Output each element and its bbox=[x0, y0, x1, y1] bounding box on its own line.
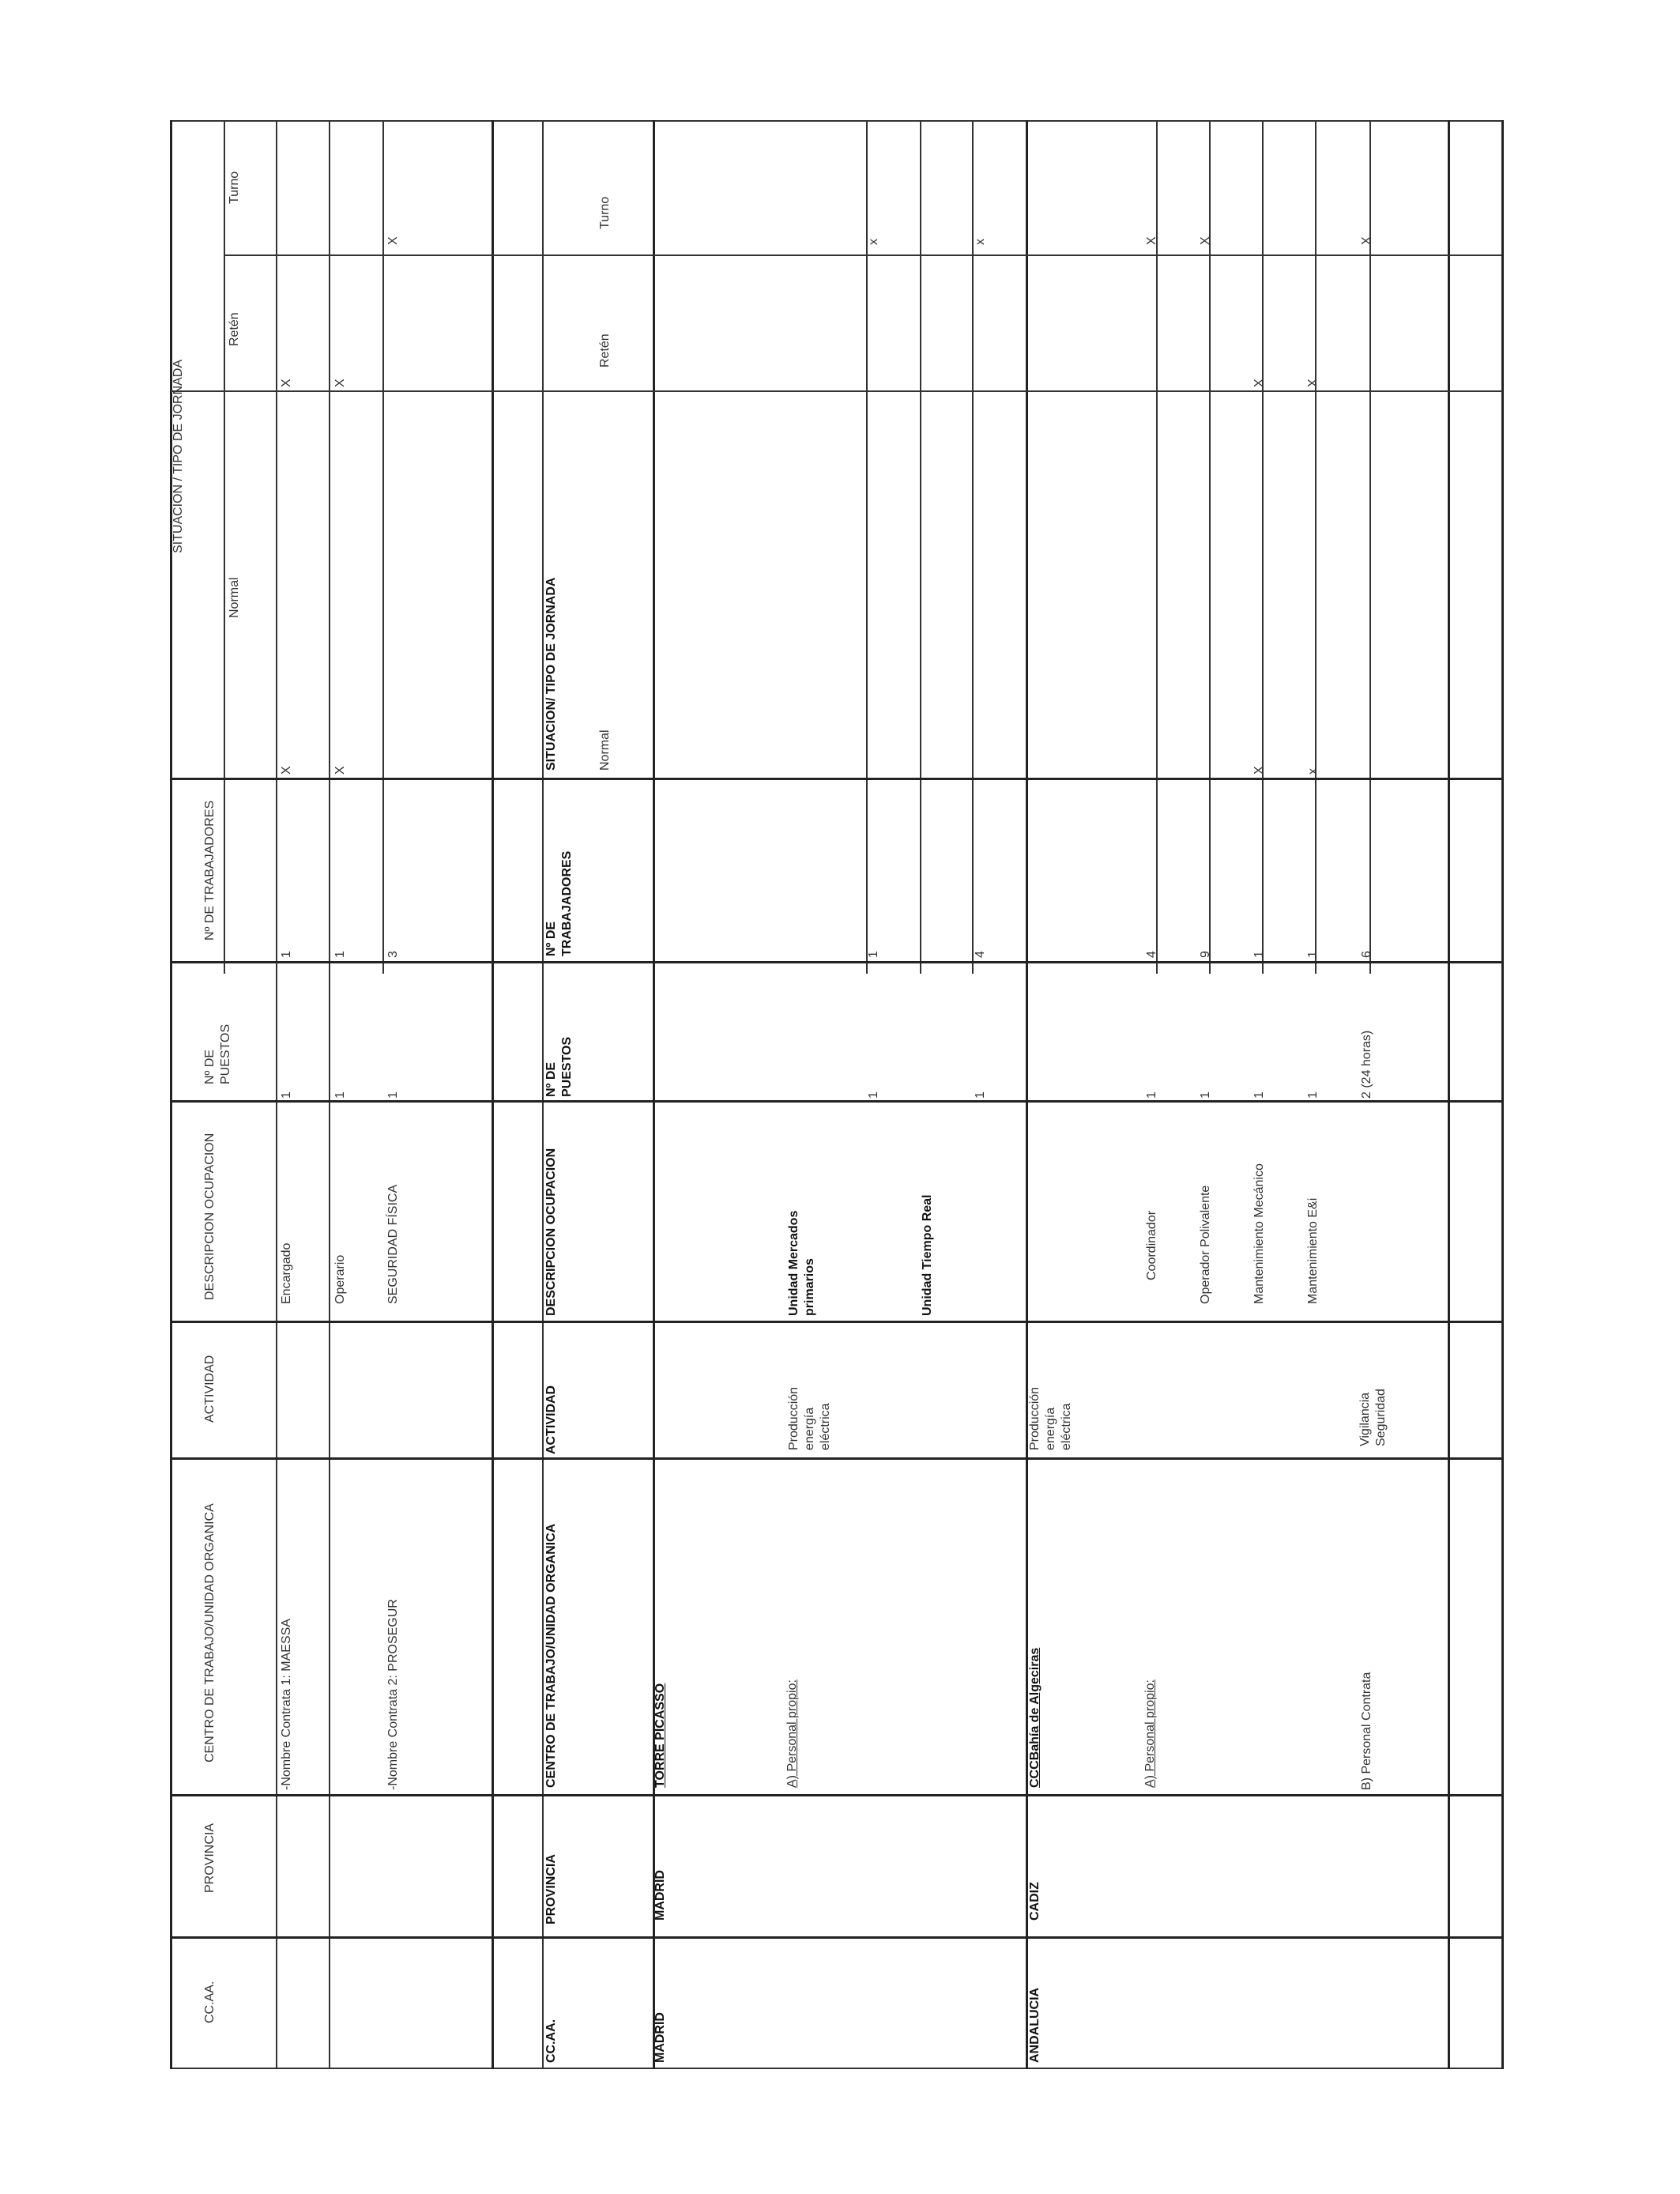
andalucia-row2-puestos: 1 bbox=[1199, 1091, 1212, 1099]
contract-1-normal: X bbox=[280, 766, 293, 775]
andalucia-row3-puestos: 1 bbox=[1252, 1091, 1266, 1099]
andalucia-provincia: CADIZ bbox=[1028, 1882, 1042, 1921]
header-puestos: Nº DE PUESTOS bbox=[203, 1023, 232, 1084]
andalucia-personal-b: B) Personal Contrata bbox=[1360, 1672, 1373, 1790]
header-actividad: ACTIVIDAD bbox=[203, 1355, 217, 1423]
andalucia-row2-trabajadores: 9 bbox=[1199, 951, 1212, 958]
madrid-row1-trabajadores: 1 bbox=[867, 951, 880, 958]
contract-1-centro: -Nombre Contrata 1: MAESSA bbox=[280, 1619, 293, 1790]
andalucia-row4-normal: x bbox=[1306, 768, 1320, 775]
andalucia-row3-descripcion: Mantenimiento Mecánico bbox=[1252, 1163, 1266, 1304]
andalucia-row2-turno: X bbox=[1199, 236, 1212, 245]
andalucia-row4-puestos: 1 bbox=[1306, 1091, 1320, 1099]
header2-trabajadores: Nº DE TRABAJADORES bbox=[544, 850, 574, 956]
contract-1-trabajadores: 1 bbox=[280, 951, 293, 958]
header-provincia: PROVINCIA bbox=[203, 1823, 217, 1893]
madrid-row2-turno: x bbox=[974, 239, 987, 245]
header-reten: Retén bbox=[228, 312, 241, 346]
header2-actividad: ACTIVIDAD bbox=[544, 1385, 558, 1454]
contract-3-turno: X bbox=[386, 236, 400, 245]
header2-reten: Retén bbox=[598, 334, 612, 368]
contract-2-puestos: 1 bbox=[333, 1091, 347, 1099]
andalucia-row4-reten: X bbox=[1306, 379, 1320, 387]
andalucia-actividad: Producción energía eléctrica bbox=[1028, 1386, 1073, 1450]
andalucia-row1-descripcion: Coordinador bbox=[1145, 1210, 1158, 1280]
madrid-centro: TORRE PICASSO bbox=[654, 1683, 667, 1788]
andalucia-vigilancia: Vigilancia Seguridad bbox=[1358, 1389, 1388, 1446]
madrid-unidad-mercados: Unidad Mercados primarios bbox=[787, 1210, 816, 1316]
andalucia-row3-normal: X bbox=[1252, 766, 1266, 775]
andalucia-personal-a: A) Personal propio: bbox=[1143, 1679, 1157, 1788]
andalucia-row3-trabajadores: 1 bbox=[1252, 951, 1266, 958]
andalucia-row3-reten: X bbox=[1252, 379, 1266, 387]
andalucia-row4-descripcion: Mantenimiento E&i bbox=[1306, 1197, 1320, 1304]
andalucia-centro: CCCBahía de Algeciras bbox=[1028, 1647, 1042, 1788]
header2-ccaa: CC.AA. bbox=[544, 2019, 558, 2063]
header-normal: Normal bbox=[228, 577, 241, 618]
contract-2-reten: X bbox=[333, 379, 347, 387]
header-descripcion: DESCRIPCION OCUPACION bbox=[203, 1133, 217, 1300]
madrid-row1-turno: x bbox=[867, 239, 880, 245]
header-ccaa: CC.AA. bbox=[203, 1981, 217, 2023]
header2-centro: CENTRO DE TRABAJO/UNIDAD ORGANICA bbox=[544, 1523, 558, 1788]
header2-normal: Normal bbox=[598, 729, 612, 771]
andalucia-row1-turno: X bbox=[1145, 236, 1158, 245]
contract-3-descripcion: SEGURIDAD FÍSICA bbox=[386, 1184, 400, 1304]
andalucia-row4-trabajadores: 1 bbox=[1306, 951, 1320, 958]
contract-3-puestos: 1 bbox=[386, 1091, 400, 1099]
header2-situacion: SITUACION/ TIPO DE JORNADA bbox=[544, 577, 558, 771]
madrid-row2-trabajadores: 4 bbox=[974, 951, 987, 958]
andalucia-row5-puestos: 2 (24 horas) bbox=[1360, 1030, 1373, 1099]
contract-1-puestos: 1 bbox=[280, 1091, 293, 1099]
andalucia-row2-descripcion: Operador Polivalente bbox=[1199, 1185, 1212, 1304]
header2-puestos: Nº DE PUESTOS bbox=[544, 1036, 574, 1097]
contract-1-reten: X bbox=[280, 379, 293, 387]
contract-1-descripcion: Encargado bbox=[280, 1242, 293, 1304]
madrid-unidad-tiempo-real: Unidad Tiempo Real bbox=[921, 1194, 934, 1316]
andalucia-ccaa: ANDALUCIA bbox=[1028, 1987, 1042, 2063]
header-turno: Turno bbox=[228, 171, 241, 204]
header2-descripcion: DESCRIPCION OCUPACION bbox=[544, 1148, 558, 1316]
andalucia-row5-turno: X bbox=[1360, 236, 1373, 245]
contract-3-trabajadores: 3 bbox=[386, 951, 400, 958]
andalucia-row5-trabajadores: 6 bbox=[1360, 951, 1373, 958]
madrid-personal: A) Personal propio: bbox=[785, 1679, 799, 1788]
contract-3-centro: -Nombre Contrata 2: PROSEGUR bbox=[386, 1599, 400, 1790]
contract-2-trabajadores: 1 bbox=[333, 951, 347, 958]
header-trabajadores: Nº DE TRABAJADORES bbox=[203, 800, 217, 941]
madrid-actividad: Producción energía eléctrica bbox=[787, 1386, 832, 1450]
header2-provincia: PROVINCIA bbox=[544, 1854, 558, 1924]
andalucia-row1-puestos: 1 bbox=[1145, 1091, 1158, 1099]
madrid-provincia: MADRID bbox=[654, 1870, 667, 1921]
madrid-row1-puestos: 1 bbox=[867, 1091, 880, 1099]
madrid-row2-puestos: 1 bbox=[974, 1091, 987, 1099]
header2-turno: Turno bbox=[598, 196, 612, 229]
header-situacion: SITUACION / TIPO DE JORNADA bbox=[171, 359, 185, 553]
madrid-ccaa: MADRID bbox=[654, 2012, 667, 2063]
andalucia-row1-trabajadores: 4 bbox=[1145, 951, 1158, 958]
contract-2-descripcion: Operario bbox=[333, 1254, 347, 1304]
contract-2-normal: X bbox=[333, 766, 347, 775]
header-centro: CENTRO DE TRABAJO/UNIDAD ORGANICA bbox=[203, 1503, 217, 1762]
